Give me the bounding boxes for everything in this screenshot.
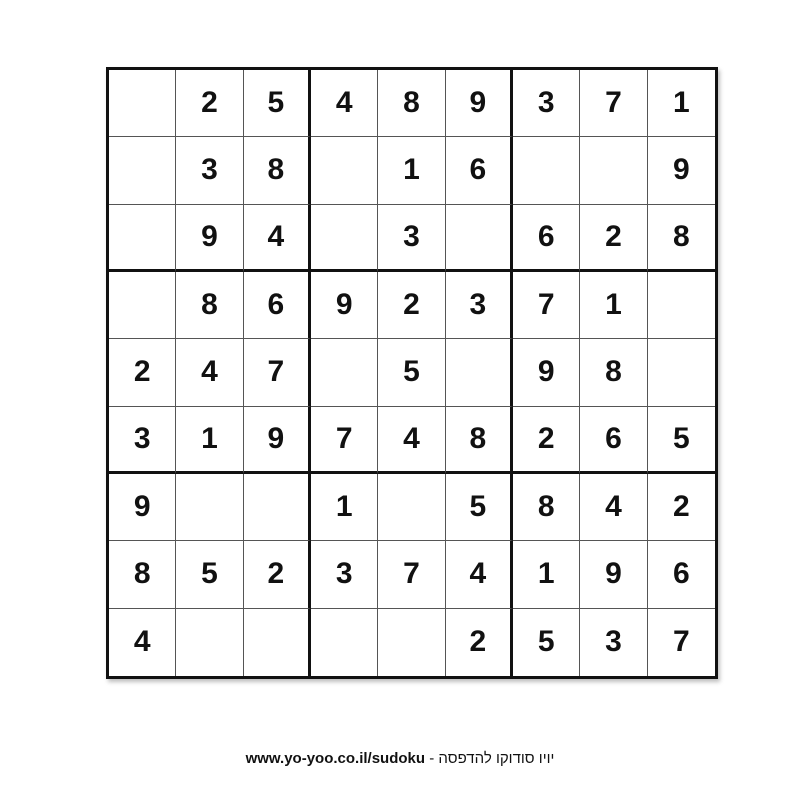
sudoku-cell-r7-c6[interactable]: 5 [446, 474, 513, 541]
sudoku-cell-r2-c3[interactable]: 8 [244, 137, 311, 204]
sudoku-cell-r2-c7[interactable] [513, 137, 580, 204]
sudoku-cell-r2-c8[interactable] [580, 137, 647, 204]
sudoku-cell-r5-c5[interactable]: 5 [378, 339, 445, 406]
sudoku-cell-r3-c7[interactable]: 6 [513, 205, 580, 272]
sudoku-cell-r4-c9[interactable] [648, 272, 715, 339]
sudoku-cell-r6-c2[interactable]: 1 [176, 407, 243, 474]
sudoku-cell-r1-c6[interactable]: 9 [446, 70, 513, 137]
sudoku-cell-r5-c1[interactable]: 2 [109, 339, 176, 406]
sudoku-cell-r5-c4[interactable] [311, 339, 378, 406]
footer-url[interactable]: www.yo-yoo.co.il/sudoku [245, 750, 426, 767]
sudoku-cell-r9-c8[interactable]: 3 [580, 609, 647, 676]
sudoku-cell-r7-c5[interactable] [378, 474, 445, 541]
footer-caption: יויו סודוקו להדפסה [438, 750, 555, 767]
sudoku-cell-r3-c8[interactable]: 2 [580, 205, 647, 272]
sudoku-cell-r4-c2[interactable]: 8 [176, 272, 243, 339]
sudoku-cell-r9-c4[interactable] [311, 609, 378, 676]
sudoku-cell-r2-c6[interactable]: 6 [446, 137, 513, 204]
sudoku-cell-r1-c4[interactable]: 4 [311, 70, 378, 137]
sudoku-cell-r6-c7[interactable]: 2 [513, 407, 580, 474]
sudoku-cell-r8-c4[interactable]: 3 [311, 541, 378, 608]
sudoku-cell-r6-c1[interactable]: 3 [109, 407, 176, 474]
sudoku-cell-r2-c9[interactable]: 9 [648, 137, 715, 204]
sudoku-cell-r7-c8[interactable]: 4 [580, 474, 647, 541]
sudoku-cell-r1-c2[interactable]: 2 [176, 70, 243, 137]
sudoku-cell-r4-c8[interactable]: 1 [580, 272, 647, 339]
sudoku-cell-r4-c4[interactable]: 9 [311, 272, 378, 339]
sudoku-cell-r7-c9[interactable]: 2 [648, 474, 715, 541]
sudoku-cell-r4-c5[interactable]: 2 [378, 272, 445, 339]
sudoku-cell-r9-c1[interactable]: 4 [109, 609, 176, 676]
sudoku-cell-r5-c9[interactable] [648, 339, 715, 406]
sudoku-cell-r3-c9[interactable]: 8 [648, 205, 715, 272]
sudoku-cell-r5-c2[interactable]: 4 [176, 339, 243, 406]
sudoku-cell-r8-c6[interactable]: 4 [446, 541, 513, 608]
sudoku-cell-r4-c3[interactable]: 6 [244, 272, 311, 339]
sudoku-cell-r3-c1[interactable] [109, 205, 176, 272]
sudoku-cell-r7-c2[interactable] [176, 474, 243, 541]
sudoku-cell-r9-c6[interactable]: 2 [446, 609, 513, 676]
sudoku-cell-r5-c6[interactable] [446, 339, 513, 406]
sudoku-cell-r3-c6[interactable] [446, 205, 513, 272]
sudoku-cell-r1-c8[interactable]: 7 [580, 70, 647, 137]
sudoku-cell-r1-c3[interactable]: 5 [244, 70, 311, 137]
sudoku-cell-r6-c6[interactable]: 8 [446, 407, 513, 474]
sudoku-cell-r6-c9[interactable]: 5 [648, 407, 715, 474]
sudoku-cell-r7-c3[interactable] [244, 474, 311, 541]
sudoku-cell-r9-c5[interactable] [378, 609, 445, 676]
sudoku-cell-r3-c2[interactable]: 9 [176, 205, 243, 272]
sudoku-cell-r3-c4[interactable] [311, 205, 378, 272]
sudoku-cell-r1-c9[interactable]: 1 [648, 70, 715, 137]
sudoku-cell-r4-c7[interactable]: 7 [513, 272, 580, 339]
sudoku-cell-r1-c5[interactable]: 8 [378, 70, 445, 137]
sudoku-cell-r8-c3[interactable]: 2 [244, 541, 311, 608]
sudoku-cell-r3-c5[interactable]: 3 [378, 205, 445, 272]
sudoku-cell-r6-c4[interactable]: 7 [311, 407, 378, 474]
sudoku-cell-r7-c4[interactable]: 1 [311, 474, 378, 541]
sudoku-cell-r2-c2[interactable]: 3 [176, 137, 243, 204]
sudoku-cell-r9-c2[interactable] [176, 609, 243, 676]
sudoku-cell-r8-c7[interactable]: 1 [513, 541, 580, 608]
sudoku-cell-r1-c7[interactable]: 3 [513, 70, 580, 137]
sudoku-cell-r6-c3[interactable]: 9 [244, 407, 311, 474]
sudoku-cell-r8-c8[interactable]: 9 [580, 541, 647, 608]
sudoku-cell-r5-c3[interactable]: 7 [244, 339, 311, 406]
sudoku-cell-r6-c8[interactable]: 6 [580, 407, 647, 474]
sudoku-cell-r3-c3[interactable]: 4 [244, 205, 311, 272]
sudoku-cell-r8-c2[interactable]: 5 [176, 541, 243, 608]
sudoku-cell-r2-c4[interactable] [311, 137, 378, 204]
sudoku-cell-r2-c5[interactable]: 1 [378, 137, 445, 204]
sudoku-cell-r9-c3[interactable] [244, 609, 311, 676]
sudoku-cell-r4-c6[interactable]: 3 [446, 272, 513, 339]
sudoku-cell-r8-c9[interactable]: 6 [648, 541, 715, 608]
sudoku-cell-r2-c1[interactable] [109, 137, 176, 204]
sudoku-cell-r7-c7[interactable]: 8 [513, 474, 580, 541]
sudoku-board [106, 67, 718, 679]
sudoku-cell-r8-c1[interactable]: 8 [109, 541, 176, 608]
sudoku-cell-r5-c7[interactable]: 9 [513, 339, 580, 406]
sudoku-cell-r6-c5[interactable]: 4 [378, 407, 445, 474]
sudoku-cell-r1-c1[interactable] [109, 70, 176, 137]
sudoku-cell-r5-c8[interactable]: 8 [580, 339, 647, 406]
footer-separator: - [425, 750, 439, 767]
footer-credit [0, 750, 800, 767]
sudoku-cell-r9-c9[interactable]: 7 [672, 625, 690, 659]
sudoku-cell-r4-c1[interactable] [109, 272, 176, 339]
sudoku-cell-r8-c5[interactable]: 7 [378, 541, 445, 608]
sudoku-cell-r7-c1[interactable]: 9 [109, 474, 176, 541]
sudoku-cell-r9-c7[interactable]: 5 [513, 609, 580, 676]
